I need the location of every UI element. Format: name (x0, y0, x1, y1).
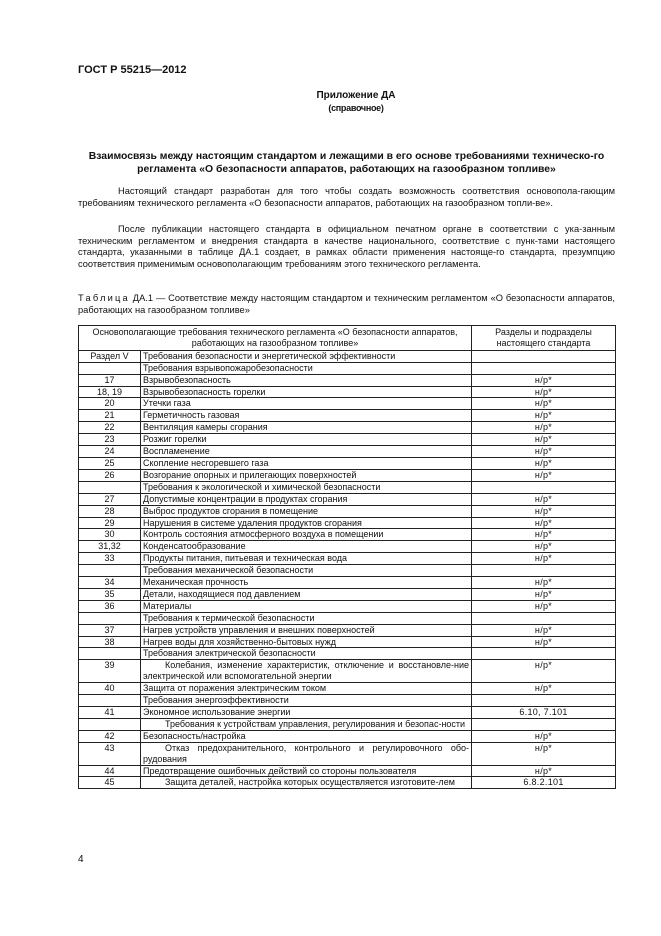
section-reference-cell (472, 350, 616, 362)
requirement-cell: Допустимые концентрации в продуктах сгорания (141, 493, 472, 505)
table-row (79, 481, 616, 493)
section-reference-cell: н/р* (472, 730, 616, 742)
requirement-cell: Отказ предохранительного, контрольного и регулировочного обо-рудования (141, 742, 472, 765)
requirement-cell: Требования механической безопасности (141, 565, 472, 577)
table-row (79, 374, 616, 386)
section-reference-cell (472, 648, 616, 660)
clause-number-cell: Раздел V (79, 350, 141, 362)
compliance-table (78, 325, 616, 789)
section-reference-cell: н/р* (472, 529, 616, 541)
section-reference-cell: н/р* (472, 541, 616, 553)
table-row (79, 541, 616, 553)
table-row (79, 742, 616, 765)
header-sections: Разделы и подразделы настоящего стандарта (472, 326, 616, 351)
clause-number-cell (79, 648, 141, 660)
section-reference-cell: н/р* (472, 660, 616, 683)
requirement-cell: Экономное использование энергии (141, 707, 472, 719)
requirement-cell: Вентиляция камеры сгорания (141, 422, 472, 434)
table-caption (78, 293, 615, 316)
table-row (79, 648, 616, 660)
requirement-cell: Выброс продуктов сгорания в помещение (141, 505, 472, 517)
clause-number-cell: 40 (79, 683, 141, 695)
table-row (79, 577, 616, 589)
appendix-heading (300, 89, 412, 115)
requirement-cell: Материалы (141, 600, 472, 612)
clause-number-cell: 39 (79, 660, 141, 683)
table-header-row (79, 326, 616, 351)
clause-number-cell: 34 (79, 577, 141, 589)
table-row (79, 398, 616, 410)
clause-number-cell (79, 565, 141, 577)
section-reference-cell (472, 481, 616, 493)
page-number: 4 (78, 854, 84, 865)
paragraph-2: После публикации настоящего стандарта в официальном печатном органе в соответствии с ука-занным техническим регламентом и внедрения стандарта в качестве национального, соответствие с пунк-тами настоящего стандарта, указанными в таблице ДА.1 создает, в рамках области применения настояще-го стандарта, презумпцию соответствия применимым основополагающим требованиям этого технического регламента. (78, 224, 615, 269)
section-reference-cell: н/р* (472, 469, 616, 481)
requirement-cell: Розжиг горелки (141, 434, 472, 446)
requirement-cell: Требования к устройствам управления, регулирования и безопас-ности (141, 718, 472, 730)
requirement-cell: Механическая прочность (141, 577, 472, 589)
clause-number-cell: 18, 19 (79, 386, 141, 398)
table-row (79, 517, 616, 529)
clause-number-cell: 35 (79, 588, 141, 600)
requirement-cell: Предотвращение ошибочных действий со стороны пользователя (141, 765, 472, 777)
clause-number-cell: 26 (79, 469, 141, 481)
requirement-cell: Скопление несгоревшего газа (141, 457, 472, 469)
table-caption-label: Таблица (78, 293, 130, 303)
requirement-cell: Конденсатообразование (141, 541, 472, 553)
clause-number-cell: 44 (79, 765, 141, 777)
table-row (79, 505, 616, 517)
section-reference-cell (472, 612, 616, 624)
clause-number-cell: 20 (79, 398, 141, 410)
table-row (79, 362, 616, 374)
document-code: ГОСТ Р 55215—2012 (78, 64, 187, 76)
section-reference-cell: н/р* (472, 765, 616, 777)
table-row (79, 434, 616, 446)
table-caption-text: ДА.1 — Соответствие между настоящим стандартом и техническим регламентом «О безопасности аппаратов, работающих на газообразном топливе» (78, 293, 615, 315)
clause-number-cell: 45 (79, 777, 141, 789)
requirement-cell: Нарушения в системе удаления продуктов сгорания (141, 517, 472, 529)
section-reference-cell (472, 565, 616, 577)
requirement-cell: Продукты питания, питьевая и техническая вода (141, 553, 472, 565)
section-reference-cell: н/р* (472, 422, 616, 434)
table-row (79, 469, 616, 481)
clause-number-cell: 30 (79, 529, 141, 541)
section-reference-cell: н/р* (472, 434, 616, 446)
section-reference-cell: н/р* (472, 398, 616, 410)
appendix-title: Приложение ДА (316, 90, 396, 101)
table-row (79, 730, 616, 742)
clause-number-cell: 22 (79, 422, 141, 434)
clause-number-cell: 28 (79, 505, 141, 517)
section-reference-cell (472, 362, 616, 374)
clause-number-cell (79, 695, 141, 707)
clause-number-cell: 24 (79, 446, 141, 458)
requirement-cell: Нагрев устройств управления и внешних поверхностей (141, 624, 472, 636)
section-reference-cell: н/р* (472, 683, 616, 695)
table-row (79, 493, 616, 505)
clause-number-cell: 38 (79, 636, 141, 648)
clause-number-cell: 42 (79, 730, 141, 742)
table-row (79, 612, 616, 624)
table-row (79, 600, 616, 612)
header-requirements: Основополагающие требования технического регламента «О безопасности аппаратов, работающих на газообразном топливе» (79, 326, 472, 351)
table-row (79, 422, 616, 434)
section-reference-cell: н/р* (472, 577, 616, 589)
clause-number-cell: 17 (79, 374, 141, 386)
section-reference-cell: н/р* (472, 505, 616, 517)
requirement-cell: Герметичность газовая (141, 410, 472, 422)
requirement-cell: Требования к термической безопасности (141, 612, 472, 624)
clause-number-cell (79, 362, 141, 374)
paragraph-1: Настоящий стандарт разработан для того чтобы создать возможность соответствия основопола-гающим требованиям технического регламента «О безопасности аппаратов, работающих на газообразном топли-ве». (78, 186, 615, 208)
section-reference-cell: н/р* (472, 374, 616, 386)
section-reference-cell: 6.8.2.101 (472, 777, 616, 789)
clause-number-cell (79, 718, 141, 730)
requirement-cell: Защита деталей, настройка которых осуществляется изготовите-лем (141, 777, 472, 789)
table-row (79, 588, 616, 600)
requirement-cell: Требования взрывопожаробезопасности (141, 362, 472, 374)
table-row (79, 410, 616, 422)
section-reference-cell: н/р* (472, 588, 616, 600)
requirement-cell: Требования к экологической и химической безопасности (141, 481, 472, 493)
table-row (79, 718, 616, 730)
clause-number-cell: 25 (79, 457, 141, 469)
section-reference-cell: н/р* (472, 386, 616, 398)
requirement-cell: Утечки газа (141, 398, 472, 410)
requirement-cell: Детали, находящиеся под давлением (141, 588, 472, 600)
requirement-cell: Защита от поражения электрическим током (141, 683, 472, 695)
clause-number-cell: 41 (79, 707, 141, 719)
appendix-subtitle: (справочное) (328, 103, 384, 113)
section-reference-cell: н/р* (472, 553, 616, 565)
section-reference-cell: н/р* (472, 493, 616, 505)
requirement-cell: Требования безопасности и энергетической эффективности (141, 350, 472, 362)
requirement-cell: Возгорание опорных и прилегающих поверхностей (141, 469, 472, 481)
table-row (79, 386, 616, 398)
requirement-cell: Безопасность/настройка (141, 730, 472, 742)
section-reference-cell: н/р* (472, 636, 616, 648)
clause-number-cell (79, 481, 141, 493)
table-row (79, 636, 616, 648)
table-row (79, 765, 616, 777)
table-body (79, 350, 616, 789)
requirement-cell: Требования энергоэффективности (141, 695, 472, 707)
section-reference-cell (472, 695, 616, 707)
clause-number-cell: 37 (79, 624, 141, 636)
clause-number-cell: 33 (79, 553, 141, 565)
table-row (79, 624, 616, 636)
section-reference-cell (472, 718, 616, 730)
table-row (79, 660, 616, 683)
requirement-cell: Воспламенение (141, 446, 472, 458)
requirement-cell: Взрывобезопасность горелки (141, 386, 472, 398)
table-row (79, 446, 616, 458)
table-row (79, 553, 616, 565)
clause-number-cell: 31,32 (79, 541, 141, 553)
clause-number-cell: 29 (79, 517, 141, 529)
clause-number-cell (79, 612, 141, 624)
clause-number-cell: 27 (79, 493, 141, 505)
section-reference-cell: н/р* (472, 446, 616, 458)
clause-number-cell: 43 (79, 742, 141, 765)
requirement-cell: Нагрев воды для хозяйственно-бытовых нужд (141, 636, 472, 648)
requirement-cell: Контроль состояния атмосферного воздуха в помещении (141, 529, 472, 541)
requirement-cell: Требования электрической безопасности (141, 648, 472, 660)
table-row (79, 457, 616, 469)
requirement-cell: Взрывобезопасность (141, 374, 472, 386)
section-reference-cell: н/р* (472, 410, 616, 422)
table-row (79, 695, 616, 707)
section-reference-cell: н/р* (472, 742, 616, 765)
clause-number-cell: 36 (79, 600, 141, 612)
section-reference-cell: н/р* (472, 457, 616, 469)
requirement-cell: Колебания, изменение характеристик, отключение и восстановле-ние электрической или вспомогательной энергии (141, 660, 472, 683)
table-row (79, 707, 616, 719)
section-reference-cell: н/р* (472, 517, 616, 529)
clause-number-cell: 23 (79, 434, 141, 446)
section-reference-cell: н/р* (472, 600, 616, 612)
table-row (79, 565, 616, 577)
table-row (79, 777, 616, 789)
table-row (79, 350, 616, 362)
clause-number-cell: 21 (79, 410, 141, 422)
document-title: Взаимосвязь между настоящим стандартом и лежащими в его основе требованиями техническо-го регламента «О безопасности аппаратов, работающих на газообразном топливе» (88, 151, 605, 175)
table-row (79, 683, 616, 695)
section-reference-cell: 6.10, 7.101 (472, 707, 616, 719)
table-row (79, 529, 616, 541)
section-reference-cell: н/р* (472, 624, 616, 636)
